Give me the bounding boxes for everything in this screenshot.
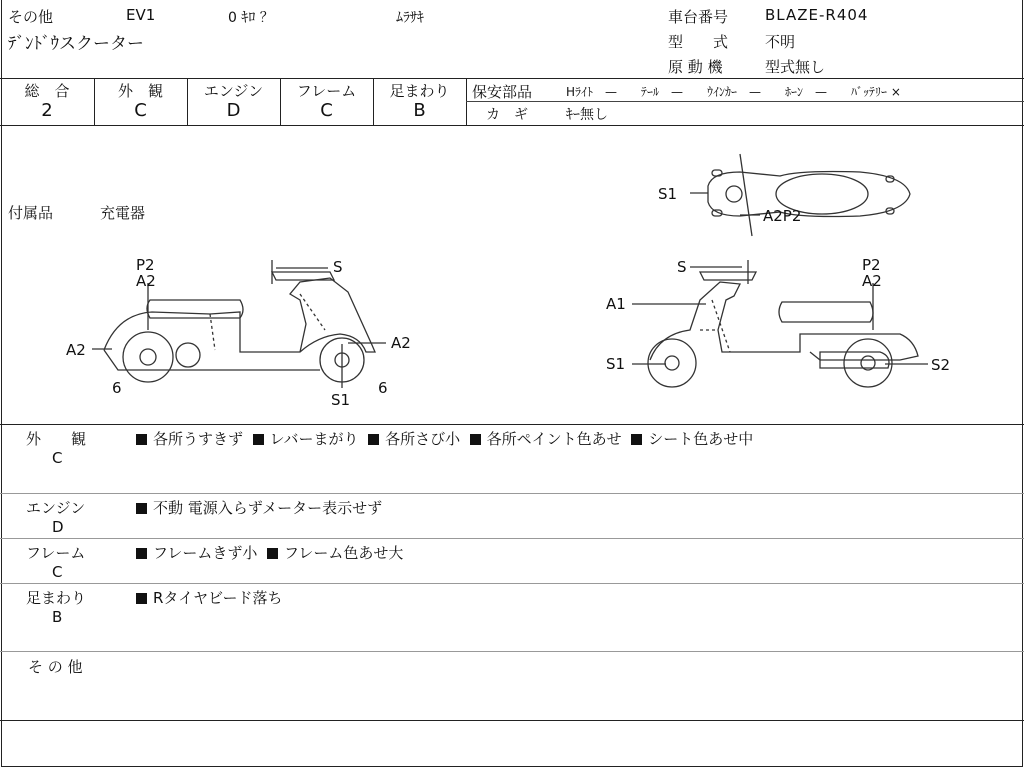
category: その他 <box>8 8 54 26</box>
bullet-icon <box>136 593 147 604</box>
bullet-icon <box>631 434 642 445</box>
grade-exterior-label: 外 観 <box>117 82 163 100</box>
label-left-6b: 6 <box>378 379 388 397</box>
mileage: 0 ｷﾛ ？ <box>228 10 274 26</box>
right-side-scooter <box>632 260 928 387</box>
color: ﾑﾗｻｷ <box>396 10 424 26</box>
divider <box>0 424 1024 425</box>
divider <box>0 538 1024 539</box>
label-left-a2: A2 <box>136 272 156 290</box>
label-right-p2: P2 <box>862 256 881 274</box>
accessories-value: 充電器 <box>100 204 146 222</box>
label-left-p2: P2 <box>136 256 155 274</box>
label-left-a2-rear: A2 <box>66 341 86 359</box>
bullet-icon <box>470 434 481 445</box>
divider <box>0 583 1024 584</box>
remark-engine-grade: D <box>52 518 64 536</box>
bullet-icon <box>136 548 147 559</box>
grade-exterior-value: C <box>134 100 147 121</box>
grade-frame-label: フレーム <box>296 82 357 100</box>
grade-engine-label: エンジン <box>203 82 264 100</box>
grade-suspension-value: B <box>413 100 426 121</box>
engine-label: 原 動 機 <box>668 58 723 76</box>
type-value: 不明 <box>765 33 796 51</box>
bullet-icon <box>253 434 264 445</box>
divider <box>0 78 1024 79</box>
remark-exterior-label: 外 観 <box>26 430 87 448</box>
label-top-s1: S1 <box>658 185 678 203</box>
grade-frame-value: C <box>320 100 333 121</box>
label-right-a1: A1 <box>606 295 626 313</box>
bullet-icon <box>136 503 147 514</box>
remark-suspension-label: 足まわり <box>26 589 87 607</box>
safety-label: 保安部品 <box>472 83 533 101</box>
label-right-s1: S1 <box>606 355 626 373</box>
remark-exterior-items: 各所うすきず レバーまがり 各所さび小 各所ペイント色あせ シート色あせ中 <box>136 428 753 449</box>
frame-number: BLAZE-R404 <box>765 6 869 24</box>
accessories-label: 付属品 <box>8 204 54 222</box>
label-right-s2: S2 <box>931 356 951 374</box>
scooter-diagram <box>0 126 1024 424</box>
key-value: ｷｰ無し <box>566 107 608 123</box>
remark-suspension-items: Rタイヤビード落ち <box>136 587 283 608</box>
remark-exterior-grade: C <box>52 449 63 467</box>
grade-overall-label: 総 合 <box>24 82 70 100</box>
type-label: 型 式 <box>668 33 729 51</box>
key-label: カ ギ <box>486 107 528 123</box>
frame-label: 車台番号 <box>668 8 729 26</box>
remark-frame-grade: C <box>52 563 63 581</box>
remark-frame-items: フレームきず小 フレーム色あせ大 <box>136 542 403 563</box>
grade-engine-value: D <box>226 100 241 121</box>
bullet-icon <box>267 548 278 559</box>
bullet-icon <box>368 434 379 445</box>
remark-suspension-grade: B <box>52 608 63 626</box>
divider <box>466 101 1024 102</box>
label-right-s: S <box>677 258 687 276</box>
grade-suspension-label: 足まわり <box>389 82 450 100</box>
divider <box>0 651 1024 652</box>
remark-engine-items: 不動 電源入らずメーター表示せず <box>136 497 382 518</box>
remark-other-label: そ の 他 <box>28 658 83 676</box>
label-left-6a: 6 <box>112 379 122 397</box>
remark-frame-label: フレーム <box>26 544 86 562</box>
divider <box>0 493 1024 494</box>
remark-engine-label: エンジン <box>26 499 86 517</box>
label-right-a2: A2 <box>862 272 882 290</box>
label-left-s: S <box>333 258 343 276</box>
grade-overall-value: 2 <box>41 100 53 121</box>
divider <box>0 720 1024 721</box>
bullet-icon <box>136 434 147 445</box>
label-top-a2p2: A2P2 <box>763 207 802 225</box>
label-left-a2-front: A2 <box>391 334 411 352</box>
safety-items: Hﾗｲﾄ — ﾃｰﾙ — ｳｲﾝｶｰ — ﾎｰﾝ — ﾊﾞｯﾃﾘｰ × <box>566 85 901 99</box>
engine-value: 型式無し <box>765 58 826 76</box>
vehicle-name: ﾃﾞﾝﾄﾞｳスクーター <box>8 34 144 54</box>
label-left-s1: S1 <box>331 391 351 409</box>
model-code: EV1 <box>126 6 156 24</box>
